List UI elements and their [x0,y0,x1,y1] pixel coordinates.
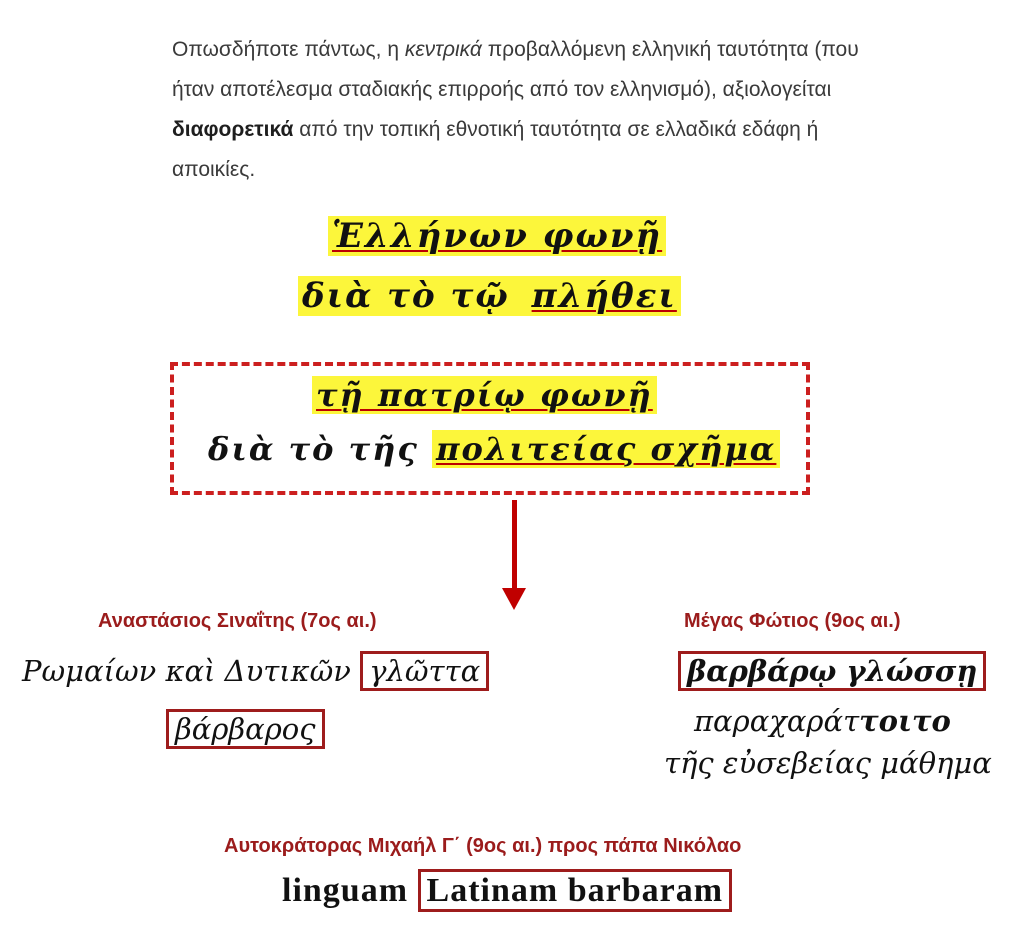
michael-boxed-latin: Latinam barbaram [418,869,733,912]
anastasios-text-a: Ρωμαίων καὶ Δυτικῶν [22,654,361,688]
quote-dia-to-text: διὰ τὸ τῷ [298,276,528,316]
photios-line1 [678,654,986,688]
anastasios-line2 [166,712,325,746]
caption-michael: Αυτοκράτορας Μιχαήλ Γ΄ (9ος αι.) προς πάπα Νικόλαο [224,835,742,857]
anastasios-line1 [22,654,489,688]
anastasios-boxed-glotta: γλῶττα [360,651,489,691]
down-arrow-icon [502,588,526,610]
michael-text-a: linguam [282,872,418,909]
quote-politeias-text: πολιτείας σχῆμα [432,430,780,468]
photios-text-2b: τοιτο [859,704,951,738]
photios-line2 [694,704,951,738]
caption-anastasios: Αναστάσιος Σιναΐτης (7ος αι.) [98,610,377,632]
intro-bold: διαφορετικά [172,118,294,141]
intro-text-3: από την τοπική εθνοτική ταυτότητα σε ελλαδικά εδάφη ή αποικίες. [172,118,819,181]
michael-line [282,872,732,910]
quote-dia-tes-text: διὰ τὸ τῆς [208,430,433,468]
anastasios-boxed-barbaros: βάρβαρος [166,709,325,749]
quote-hellenon-line2 [298,276,681,316]
quote-hellenon-text: Ἑλλήνων φωνῇ [328,216,666,256]
intro-text-1: Οπωσδήποτε πάντως, η [172,38,405,61]
caption-photios: Μέγας Φώτιος (9ος αι.) [684,610,901,632]
quote-plethei-text: πλήθει [528,276,681,316]
quote-hellenon-line1 [328,216,666,256]
photios-line3 [664,746,992,780]
photios-text-2a: παραχαράτ [694,704,860,738]
quote-patrio-line1 [312,376,657,414]
intro-italic: κεντρικά [404,38,482,61]
quote-patrio-text: τῇ πατρίῳ φωνῇ [312,376,657,414]
quote-patrio-line2 [208,430,780,468]
intro-text-2: προβαλλόμενη ελληνική ταυτότητα (που ήταν αποτέλεσμα σταδιακής επιρροής από τον ελληνισμό), αξιολογείται [172,38,859,101]
photios-boxed-text: βαρβάρῳ γλώσσῃ [678,651,986,691]
intro-paragraph [172,30,862,190]
down-arrow-shaft [512,500,517,590]
photios-text-3: τῆς εὐσεβείας μάθημα [664,746,992,780]
